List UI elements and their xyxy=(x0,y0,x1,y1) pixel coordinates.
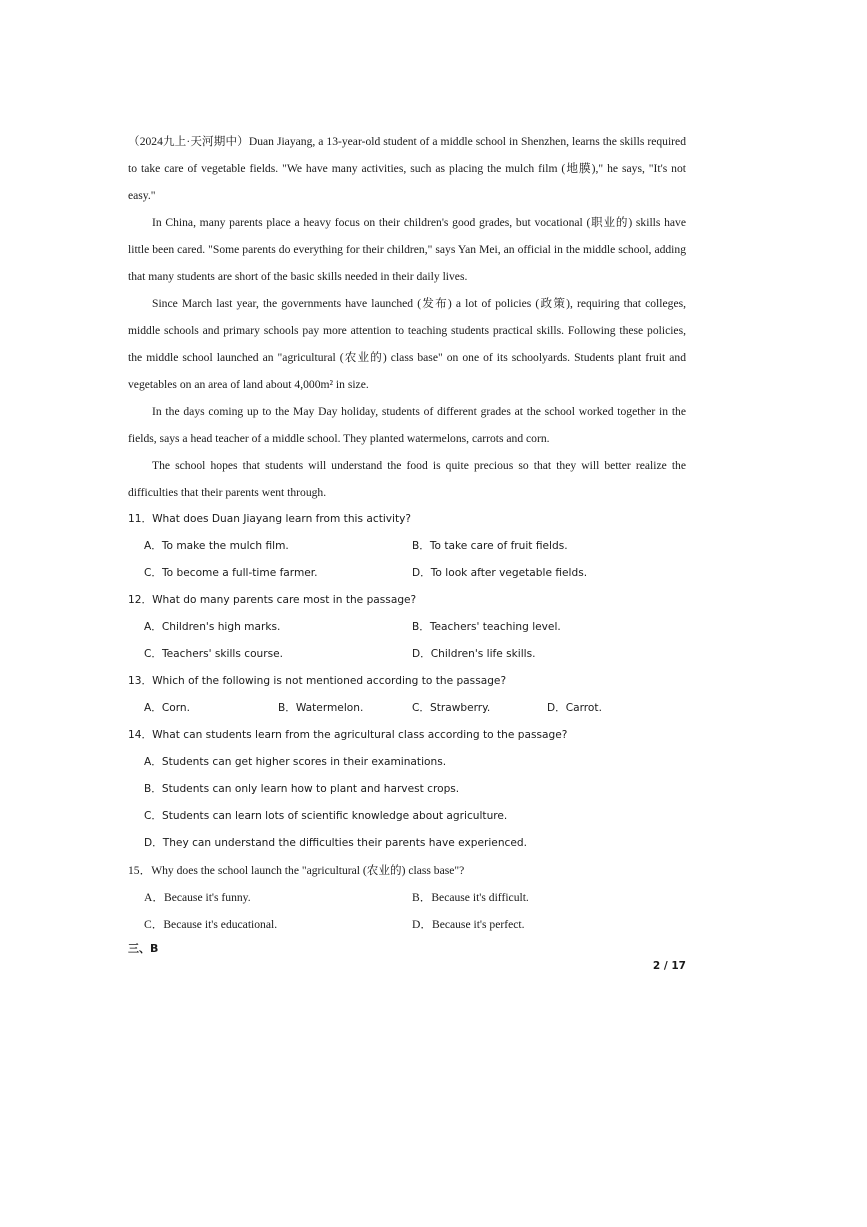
question-13-options-row xyxy=(128,695,686,722)
question-11-stem: 11．What does Duan Jiayang learn from this activity? xyxy=(128,513,412,525)
question-11-options-row-1 xyxy=(128,533,686,560)
question-15-options-row-1 xyxy=(128,884,686,911)
question-13-option-d: D．Carrot. xyxy=(547,702,602,714)
section-heading: 三、B xyxy=(128,942,159,955)
question-14-options-row-1 xyxy=(128,749,686,776)
question-13-option-a: A．Corn. xyxy=(144,702,190,714)
question-14-options-row-3 xyxy=(128,803,686,830)
question-12-option-a: A．Children's high marks. xyxy=(144,621,281,633)
question-13-option-c: C．Strawberry. xyxy=(412,702,491,714)
question-11-option-b: B．To take care of fruit fields. xyxy=(412,540,568,552)
question-14-stem: 14．What can students learn from the agricultural class according to the passage? xyxy=(128,729,568,741)
passage-paragraph-5: The school hopes that students will understand the food is quite precious so that they will better realize the difficulties that their parents went through. xyxy=(128,459,686,499)
question-15-option-d: D．Because it's perfect. xyxy=(412,918,525,931)
question-15-option-a: A．Because it's funny. xyxy=(144,891,251,904)
question-11-options-row-2 xyxy=(128,560,686,587)
question-12-option-c: C．Teachers' skills course. xyxy=(144,648,284,660)
question-12-option-b: B．Teachers' teaching level. xyxy=(412,621,561,633)
question-15-option-c: C．Because it's educational. xyxy=(144,918,278,931)
question-14-option-a: A．Students can get higher scores in their examinations. xyxy=(144,756,447,768)
question-15-option-b: B．Because it's difficult. xyxy=(412,891,529,904)
question-11-option-a: A．To make the mulch film. xyxy=(144,540,289,552)
question-13-option-b: B．Watermelon. xyxy=(278,702,364,714)
passage-paragraph-2: In China, many parents place a heavy focus on their children's good grades, but vocational (职业的) skills have little been cared. "Some parents do everything for their children," says Yan Mei, an official in the middle school, adding that many students are short of the basic skills needed in their daily lives. xyxy=(128,216,686,283)
question-11-option-c: C．To become a full-time farmer. xyxy=(144,567,318,579)
question-15-options-row-2 xyxy=(128,911,686,938)
passage-paragraph-4: In the days coming up to the May Day holiday, students of different grades at the school worked together in the fields, says a head teacher of a middle school. They planted watermelons, carrots and corn. xyxy=(128,405,686,445)
question-12-stem: 12．What do many parents care most in the passage? xyxy=(128,594,417,606)
question-14-options-row-4 xyxy=(128,830,686,857)
question-11-option-d: D．To look after vegetable fields. xyxy=(412,567,588,579)
question-12-option-d: D．Children's life skills. xyxy=(412,648,536,660)
question-13-stem: 13．Which of the following is not mentioned according to the passage? xyxy=(128,675,507,687)
question-14-options-row-2 xyxy=(128,776,686,803)
question-15-stem: 15．Why does the school launch the "agricultural (农业的) class base"? xyxy=(128,864,465,877)
question-14-option-b: B．Students can only learn how to plant and harvest crops. xyxy=(144,783,460,795)
document-page xyxy=(128,128,686,960)
question-12-options-row-1 xyxy=(128,614,686,641)
page-number: 2 / 17 xyxy=(652,960,686,972)
question-14-option-d: D．They can understand the difficulties their parents have experienced. xyxy=(144,837,527,849)
question-12-options-row-2 xyxy=(128,641,686,668)
passage-paragraph-3: Since March last year, the governments have launched (发布) a lot of policies (政策), requiring that colleges, middle schools and primary schools pay more attention to teaching students practical skills. Following these policies, the middle school launched an "agricultural (农业的) class base" on one of its schoolyards. Students plant fruit and vegetables on an area of land about 4,000m² in size. xyxy=(128,297,686,391)
passage-paragraph-1: （2024九上·天河期中）Duan Jiayang, a 13-year-old student of a middle school in Shenzhen, learns the skills required to take care of vegetable fields. "We have many activities, such as placing the mulch film (地膜)," he says, "It's not easy." xyxy=(128,135,686,202)
question-14-option-c: C．Students can learn lots of scientific knowledge about agriculture. xyxy=(144,810,508,822)
